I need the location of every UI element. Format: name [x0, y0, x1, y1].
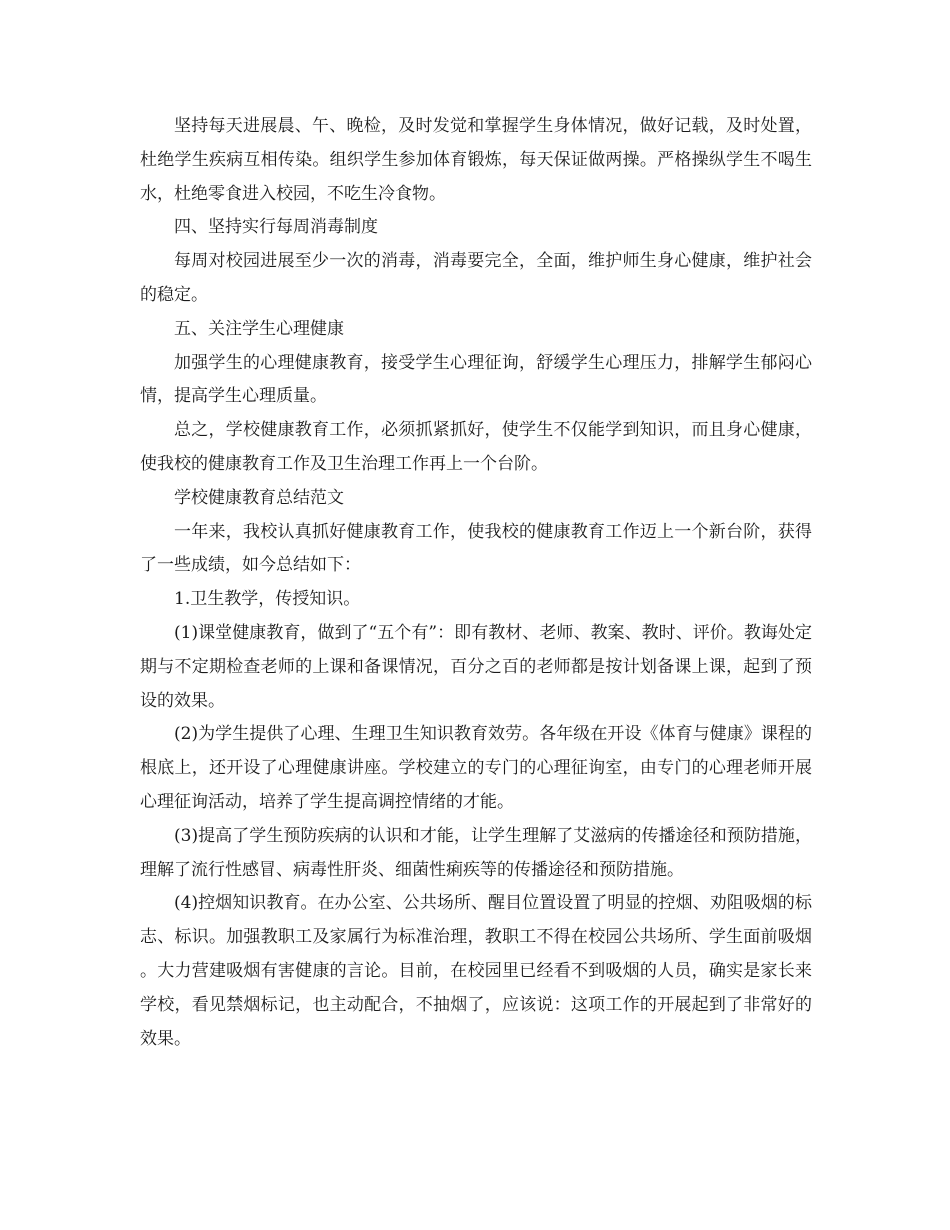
paragraph-conclusion: 总之，学校健康教育工作，必须抓紧抓好，使学生不仅能学到知识，而且身心健康，使我校的健康教育工作及卫生治理工作再上一个台阶。 — [140, 420, 812, 474]
section-heading-mental-health: 五、关注学生心理健康 — [174, 318, 344, 339]
paragraph-morning-checks: 坚持每天进展晨、午、晚检，及时发觉和掌握学生身体情况，做好记载，及时处置，杜绝学生疾病互相传染。组织学生参加体育锻炼，每天保证做两操。严格操纵学生不喝生水，杜绝零食进入校园，不吃生冷食物。 — [140, 116, 812, 204]
paragraph-item-1: (1)课堂健康教育，做到了“五个有”：即有教材、老师、教案、教时、评价。教诲处定期与不定期检查老师的上课和备课情况，百分之百的老师都是按计划备课上课，起到了预设的效果。 — [140, 622, 812, 711]
paragraph-disinfection: 每周对校园进展至少一次的消毒，消毒要完全，全面，维护师生身心健康，维护社会的稳定。 — [140, 251, 812, 305]
section-heading-hygiene-teaching: 1.卫生教学，传授知识。 — [174, 589, 361, 610]
section-heading-disinfection: 四、坚持实行每周消毒制度 — [174, 217, 378, 238]
document-subtitle: 学校健康教育总结范文 — [174, 487, 344, 508]
paragraph-item-2: (2)为学生提供了心理、生理卫生知识教育效劳。各年级在开设《体育与健康》课程的根底上，还开设了心理健康讲座。学校建立的专门的心理征询室，由专门的心理老师开展心理征询活动，培养了学生提高调控情绪的才能。 — [140, 724, 812, 812]
document-body — [140, 110, 812, 1056]
paragraph-intro: 一年来，我校认真抓好健康教育工作，使我校的健康教育工作迈上一个新台阶，获得了一些成绩，如今总结如下： — [140, 521, 812, 576]
paragraph-mental-health: 加强学生的心理健康教育，接受学生心理征询，舒缓学生心理压力，排解学生郁闷心情，提高学生心理质量。 — [140, 352, 812, 407]
paragraph-item-3: (3)提高了学生预防疾病的认识和才能，让学生理解了艾滋病的传播途径和预防措施，理解了流行性感冒、病毒性肝炎、细菌性痢疾等的传播途径和预防措施。 — [140, 825, 812, 880]
paragraph-item-4: (4)控烟知识教育。在办公室、公共场所、醒目位置设置了明显的控烟、劝阻吸烟的标志、标识。加强教职工及家属行为标准治理，教职工不得在校园公共场所、学生面前吸烟。大力营建吸烟有害健康的言论。目前，在校园里已经看不到吸烟的人员，确实是家长来学校，看见禁烟标记，也主动配合，不抽烟了，应该说：这项工作的开展起到了非常好的效果。 — [140, 893, 812, 1049]
